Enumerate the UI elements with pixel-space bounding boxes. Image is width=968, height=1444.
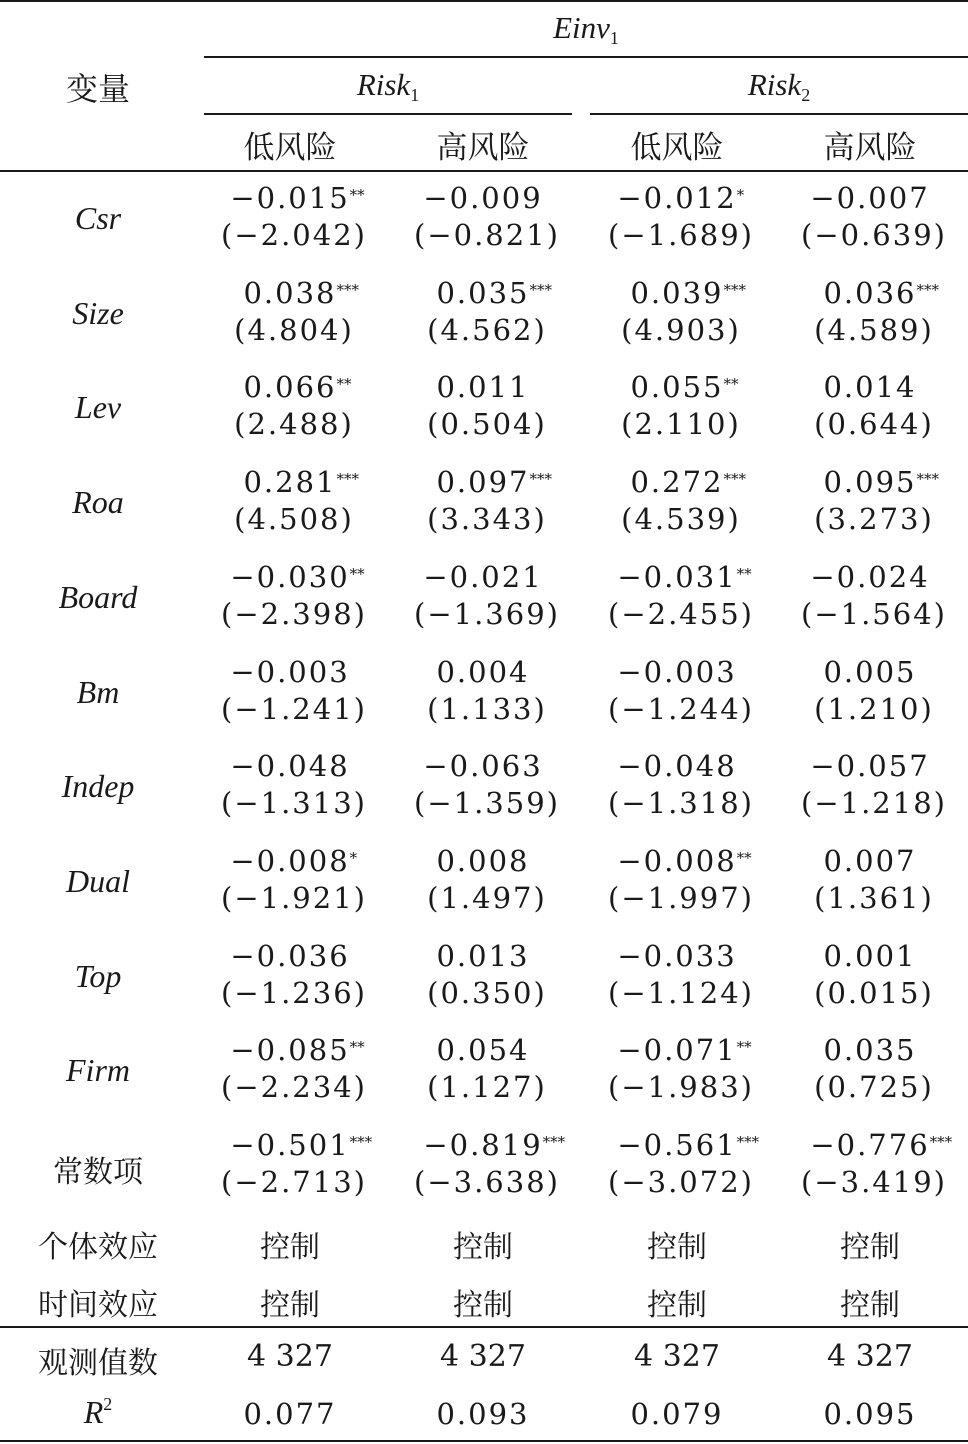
group-header-risk1: Risk$_1$ (356, 67, 420, 105)
coefficient-number: −0.012 (617, 181, 737, 215)
coefficient-value (582, 369, 772, 406)
coefficient-number: −0.009 (423, 181, 543, 215)
coefficient-value (195, 464, 385, 501)
coefficient-value (582, 1032, 772, 1069)
significance-stars: *** (336, 280, 360, 299)
t-statistic: (−2.455) (608, 596, 754, 631)
coefficient-value (388, 180, 578, 217)
coefficient-value (195, 938, 385, 975)
coefficient-number: 0.014 (823, 370, 917, 405)
coefficient-number: −0.003 (617, 654, 737, 689)
t-statistic: (−1.564) (801, 596, 947, 631)
observations-label: 观测值数 (38, 1346, 158, 1381)
r-squared-label (0, 1394, 196, 1431)
significance-stars: *** (929, 1133, 953, 1151)
control-value: 控制 (840, 1230, 900, 1265)
r-squared-value: 0.093 (436, 1397, 530, 1431)
coefficient-number: 0.038 (243, 275, 337, 310)
risk2-underline (590, 113, 968, 115)
coefficient-value (388, 559, 578, 596)
coefficient-value (582, 843, 772, 880)
header-bottom-rule (0, 170, 968, 172)
row-label: Lev (74, 389, 122, 426)
coefficient-number: −0.008 (230, 843, 350, 878)
t-statistic: (−2.713) (221, 1165, 367, 1199)
group-header-risk2: Risk$_2$ (747, 67, 811, 105)
coefficient-number: −0.819 (423, 1128, 543, 1162)
coefficient-value (388, 938, 578, 975)
coefficient-number: −0.003 (230, 654, 350, 689)
coefficient-value (775, 938, 965, 975)
coefficient-value (388, 275, 578, 312)
t-statistic: (4.903) (621, 312, 741, 347)
coefficient-number: −0.031 (617, 559, 737, 594)
significance-stars: ** (349, 1038, 365, 1057)
coefficient-value (388, 464, 578, 501)
coefficient-number: 0.036 (823, 275, 917, 310)
coefficient-value (582, 464, 772, 501)
t-statistic: (4.508) (234, 502, 354, 537)
coefficient-value (582, 559, 772, 596)
t-statistic: (3.273) (814, 502, 934, 537)
t-statistic: (0.504) (427, 407, 547, 442)
significance-stars: * (349, 848, 358, 867)
significance-stars: ** (736, 1038, 752, 1057)
coefficient-number: 0.013 (436, 938, 530, 973)
observation-count: 4 327 (634, 1339, 720, 1374)
r-squared-exponent: 2 (103, 1394, 113, 1414)
r-squared-symbol: R (83, 1394, 104, 1430)
coefficient-value (195, 748, 385, 785)
control-row-label: 个体效应 (38, 1230, 158, 1265)
significance-stars: *** (349, 1133, 373, 1151)
coefficient-value (388, 843, 578, 880)
coefficient-number: −0.048 (230, 749, 350, 784)
coefficient-number: −0.021 (423, 559, 543, 594)
t-statistic: (−1.359) (414, 786, 560, 821)
coefficient-value (582, 938, 772, 975)
coefficient-value (195, 275, 385, 312)
significance-stars: *** (542, 1133, 566, 1151)
coefficient-value (195, 654, 385, 691)
t-statistic: (−1.313) (221, 786, 367, 821)
coefficient-value (775, 369, 965, 406)
t-statistic: (−1.369) (414, 596, 560, 631)
significance-stars: * (736, 186, 745, 204)
coefficient-number: 0.007 (823, 843, 917, 878)
t-statistic: (−1.997) (608, 880, 754, 915)
coefficient-value (582, 180, 772, 217)
t-statistic: (2.110) (621, 407, 741, 442)
coefficient-number: 0.008 (436, 843, 530, 878)
observation-count: 4 327 (827, 1339, 913, 1374)
coefficient-value (775, 180, 965, 217)
t-statistic: (−2.398) (221, 596, 367, 631)
coefficient-value (195, 843, 385, 880)
coefficient-number: −0.030 (230, 559, 350, 594)
coefficient-number: 0.281 (243, 465, 337, 500)
coefficient-number: −0.776 (810, 1128, 930, 1162)
significance-stars: ** (723, 375, 739, 394)
coefficient-number: 0.066 (243, 370, 337, 405)
variable-header: 变量 (65, 70, 130, 108)
coefficient-value (582, 748, 772, 785)
control-value: 控制 (453, 1288, 513, 1323)
row-label: Bm (76, 673, 120, 710)
t-statistic: (−1.983) (608, 1070, 754, 1105)
observation-count: 4 327 (247, 1339, 333, 1374)
significance-stars: *** (723, 470, 747, 489)
column-header: 高风险 (436, 130, 530, 166)
column-header: 高风险 (823, 130, 917, 166)
significance-stars: ** (736, 848, 752, 867)
coefficient-value (388, 369, 578, 406)
t-statistic: (−3.072) (608, 1165, 754, 1199)
row-label: Dual (66, 862, 130, 899)
coefficient-number: 0.054 (436, 1033, 530, 1068)
coefficient-number: −0.063 (423, 749, 543, 784)
coefficient-value (195, 369, 385, 406)
coefficient-number: 0.004 (436, 654, 530, 689)
significance-stars: *** (916, 280, 940, 299)
coefficient-value (775, 1127, 965, 1164)
row-label: Roa (72, 484, 124, 521)
coefficient-number: 0.055 (630, 370, 724, 405)
coefficient-number: −0.085 (230, 1033, 350, 1068)
coefficient-number: 0.097 (436, 465, 530, 500)
significance-stars: ** (736, 564, 752, 583)
t-statistic: (0.015) (814, 975, 934, 1010)
coefficient-value (775, 843, 965, 880)
coefficient-number: −0.033 (617, 938, 737, 973)
t-statistic: (−1.921) (221, 880, 367, 915)
t-statistic: (1.497) (427, 880, 547, 915)
significance-stars: *** (723, 280, 747, 299)
control-value: 控制 (260, 1288, 320, 1323)
coefficient-value (775, 275, 965, 312)
coefficient-number: 0.035 (823, 1033, 917, 1068)
significance-stars: *** (529, 470, 553, 489)
t-statistic: (4.562) (427, 312, 547, 347)
observation-count: 4 327 (440, 1339, 526, 1374)
coefficient-value (388, 748, 578, 785)
risk1-underline (204, 113, 572, 115)
coefficient-value (582, 654, 772, 691)
einv-underline (204, 56, 968, 58)
coefficient-number: −0.024 (810, 559, 930, 594)
t-statistic: (4.589) (814, 312, 934, 347)
t-statistic: (−1.124) (608, 975, 754, 1010)
top-rule (0, 0, 968, 2)
r-squared-value: 0.079 (630, 1397, 724, 1431)
t-statistic: (−1.218) (801, 786, 947, 821)
row-label: Top (74, 957, 122, 994)
significance-stars: *** (336, 470, 360, 489)
dependent-variable-header: Einv$_1$ (553, 10, 619, 48)
t-statistic: (−1.689) (608, 218, 754, 252)
row-label: Csr (74, 200, 122, 236)
significance-stars: ** (349, 564, 365, 583)
coefficient-value (582, 275, 772, 312)
coefficient-value (388, 1127, 578, 1164)
coefficient-number: 0.001 (823, 938, 917, 973)
coefficient-number: 0.035 (436, 275, 530, 310)
coefficient-value (388, 654, 578, 691)
control-value: 控制 (260, 1230, 320, 1265)
coefficient-number: −0.036 (230, 938, 350, 973)
coefficient-value (195, 180, 385, 217)
significance-stars: ** (336, 375, 352, 394)
coefficient-number: −0.071 (617, 1033, 737, 1068)
t-statistic: (4.804) (234, 312, 354, 347)
coefficient-number: −0.015 (230, 181, 350, 215)
t-statistic: (−1.241) (221, 691, 367, 726)
t-statistic: (3.343) (427, 502, 547, 537)
coefficient-number: 0.005 (823, 654, 917, 689)
coefficient-number: −0.561 (617, 1128, 737, 1162)
coefficient-number: 0.272 (630, 465, 724, 500)
significance-stars: *** (916, 470, 940, 489)
t-statistic: (1.133) (427, 691, 547, 726)
coefficient-value (775, 1032, 965, 1069)
t-statistic: (1.361) (814, 880, 934, 915)
control-row-label: 时间效应 (38, 1288, 158, 1323)
t-statistic: (1.127) (427, 1070, 547, 1105)
coefficient-value (775, 559, 965, 596)
t-statistic: (−3.638) (414, 1165, 560, 1199)
coefficient-value (195, 1127, 385, 1164)
control-value: 控制 (453, 1230, 513, 1265)
significance-stars: ** (349, 186, 365, 204)
r-squared-value: 0.095 (823, 1397, 917, 1431)
coefficient-value (775, 748, 965, 785)
controls-bottom-rule (0, 1326, 968, 1328)
t-statistic: (−1.244) (608, 691, 754, 726)
row-label: Board (58, 578, 138, 615)
t-statistic: (−1.236) (221, 975, 367, 1010)
coefficient-value (195, 559, 385, 596)
row-label: Firm (66, 1052, 130, 1089)
control-value: 控制 (647, 1288, 707, 1323)
t-statistic: (−0.821) (414, 218, 560, 252)
row-label: 常数项 (53, 1155, 143, 1190)
coefficient-number: −0.007 (810, 181, 930, 215)
t-statistic: (−0.639) (801, 218, 947, 252)
bottom-rule (0, 1440, 968, 1442)
coefficient-number: 0.039 (630, 275, 724, 310)
row-label: Size (72, 294, 124, 331)
t-statistic: (4.539) (621, 502, 741, 537)
coefficient-value (582, 1127, 772, 1164)
coefficient-value (388, 1032, 578, 1069)
t-statistic: (0.350) (427, 975, 547, 1010)
r-squared-value: 0.077 (243, 1397, 337, 1431)
t-statistic: (−2.042) (221, 218, 367, 252)
control-value: 控制 (647, 1230, 707, 1265)
column-header: 低风险 (243, 130, 337, 166)
coefficient-number: −0.008 (617, 843, 737, 878)
t-statistic: (1.210) (814, 691, 934, 726)
coefficient-number: −0.048 (617, 749, 737, 784)
t-statistic: (−1.318) (608, 786, 754, 821)
t-statistic: (2.488) (234, 407, 354, 442)
coefficient-value (775, 654, 965, 691)
column-header: 低风险 (630, 130, 724, 166)
coefficient-number: 0.095 (823, 465, 917, 500)
t-statistic: (−2.234) (221, 1070, 367, 1105)
coefficient-number: 0.011 (436, 370, 530, 405)
t-statistic: (0.644) (814, 407, 934, 442)
row-label: Indep (61, 768, 135, 805)
t-statistic: (−3.419) (801, 1165, 947, 1199)
coefficient-value (195, 1032, 385, 1069)
coefficient-number: −0.501 (230, 1128, 350, 1162)
control-value: 控制 (840, 1288, 900, 1323)
significance-stars: *** (529, 280, 553, 299)
coefficient-number: −0.057 (810, 749, 930, 784)
significance-stars: *** (736, 1133, 760, 1151)
t-statistic: (0.725) (814, 1070, 934, 1105)
coefficient-value (775, 464, 965, 501)
